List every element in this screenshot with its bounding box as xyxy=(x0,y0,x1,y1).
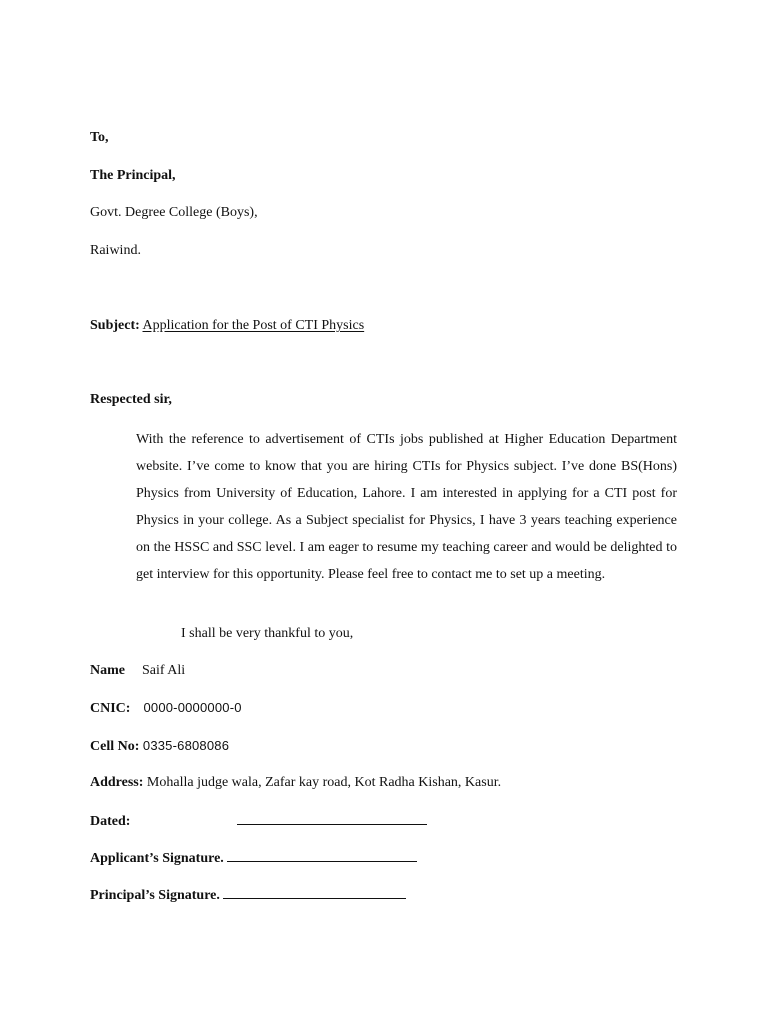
body-paragraph: With the reference to advertisement of CTIs jobs published at Higher Education Department website. I’ve come to know that you are hiring CTIs for Physics subject. I’ve done BS(Hons) Physics from University of Education, Lahore. I am interested in applying for a CTI post for Physics in your college. As a Subject specialist for Physics, I have 3 years teaching experience on the HSSC and SSC level. I am eager to resume my teaching career and would be delighted to get interview for this opportunity. Please feel free to contact me to set up a meeting. xyxy=(136,432,677,582)
address-value: Mohalla judge wala, Zafar kay road, Kot Radha Kishan, Kasur. xyxy=(146,775,502,790)
dated-label: Dated: xyxy=(90,814,131,829)
applicant-signature-row xyxy=(90,849,417,867)
recipient-institution: Govt. Degree College (Boys), xyxy=(90,205,258,220)
name-value: Saif Ali xyxy=(142,663,186,678)
recipient-title: The Principal, xyxy=(90,168,176,183)
salutation: Respected sir, xyxy=(90,392,172,407)
principal-signature-row xyxy=(90,886,406,904)
cnic-value: 0000-0000000-0 xyxy=(143,700,242,715)
recipient-city: Raiwind. xyxy=(90,243,141,258)
closing-line: I shall be very thankful to you, xyxy=(181,626,354,641)
recipient-to: To, xyxy=(90,130,109,145)
name-row xyxy=(90,663,185,679)
cell-row xyxy=(90,738,229,755)
cnic-row xyxy=(90,700,242,717)
dated-row xyxy=(90,812,427,830)
principal-signature-label: Principal’s Signature. xyxy=(90,888,220,903)
principal-signature-blank xyxy=(223,886,406,899)
applicant-signature-label: Applicant’s Signature. xyxy=(90,851,224,866)
cell-label: Cell No: xyxy=(90,739,140,754)
cnic-label: CNIC: xyxy=(90,701,131,716)
cell-value: 0335-6808086 xyxy=(142,738,230,753)
name-label: Name xyxy=(90,663,125,678)
applicant-signature-blank xyxy=(227,849,417,862)
subject-line xyxy=(90,318,364,334)
subject-label: Subject: xyxy=(90,318,140,333)
address-row xyxy=(90,775,501,791)
address-label: Address: xyxy=(90,775,144,790)
dated-blank xyxy=(237,812,427,825)
subject-text: Application for the Post of CTI Physics xyxy=(142,318,365,333)
